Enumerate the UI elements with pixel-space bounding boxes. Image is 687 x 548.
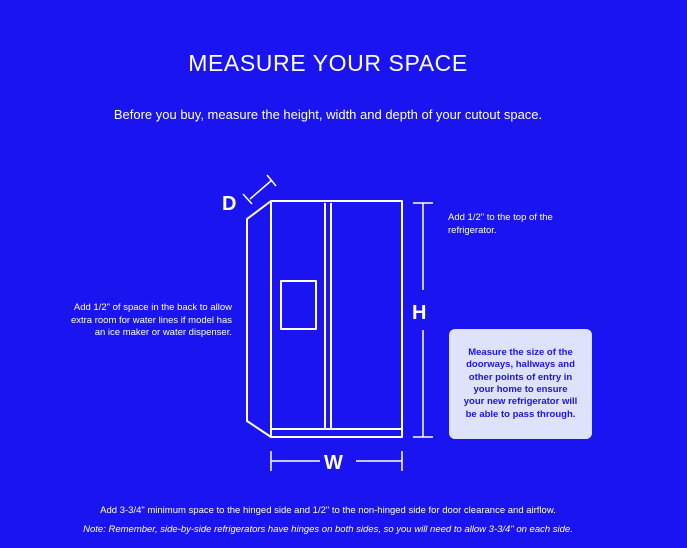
height-label: H — [412, 302, 427, 324]
back-space-note: Add 1/2" of space in the back to allow extra room for water lines if model has an ice maker or water dispenser. — [70, 302, 232, 338]
refrigerator-side-panel — [247, 201, 271, 437]
doorway-callout-text: Measure the size of the doorways, hallways and other points of entry in your home to ensure your new refrigerator will be able to pass through. — [463, 347, 578, 420]
depth-tick-2 — [267, 175, 276, 186]
top-space-note: Add 1/2" to the top of the refrigerator. — [448, 212, 553, 236]
refrigerator-front — [271, 201, 402, 437]
doorway-callout-box — [449, 329, 592, 439]
ice-water-dispenser — [281, 281, 316, 329]
side-clearance-note: Add 3-3/4" minimum space to the hinged side and 1/2" to the non-hinged side for door clearance and airflow. — [100, 505, 556, 516]
depth-dimension-line — [250, 180, 272, 199]
page-subtitle: Before you buy, measure the height, width and depth of your cutout space. — [113, 107, 543, 122]
page-title: MEASURE YOUR SPACE — [188, 50, 468, 76]
hinge-note: Note: Remember, side-by-side refrigerators have hinges on both sides, so you will need to allow 3-3/4" on each side. — [83, 524, 573, 535]
depth-label: D — [222, 193, 237, 215]
refrigerator-icon — [247, 201, 402, 437]
width-label: W — [324, 452, 343, 474]
